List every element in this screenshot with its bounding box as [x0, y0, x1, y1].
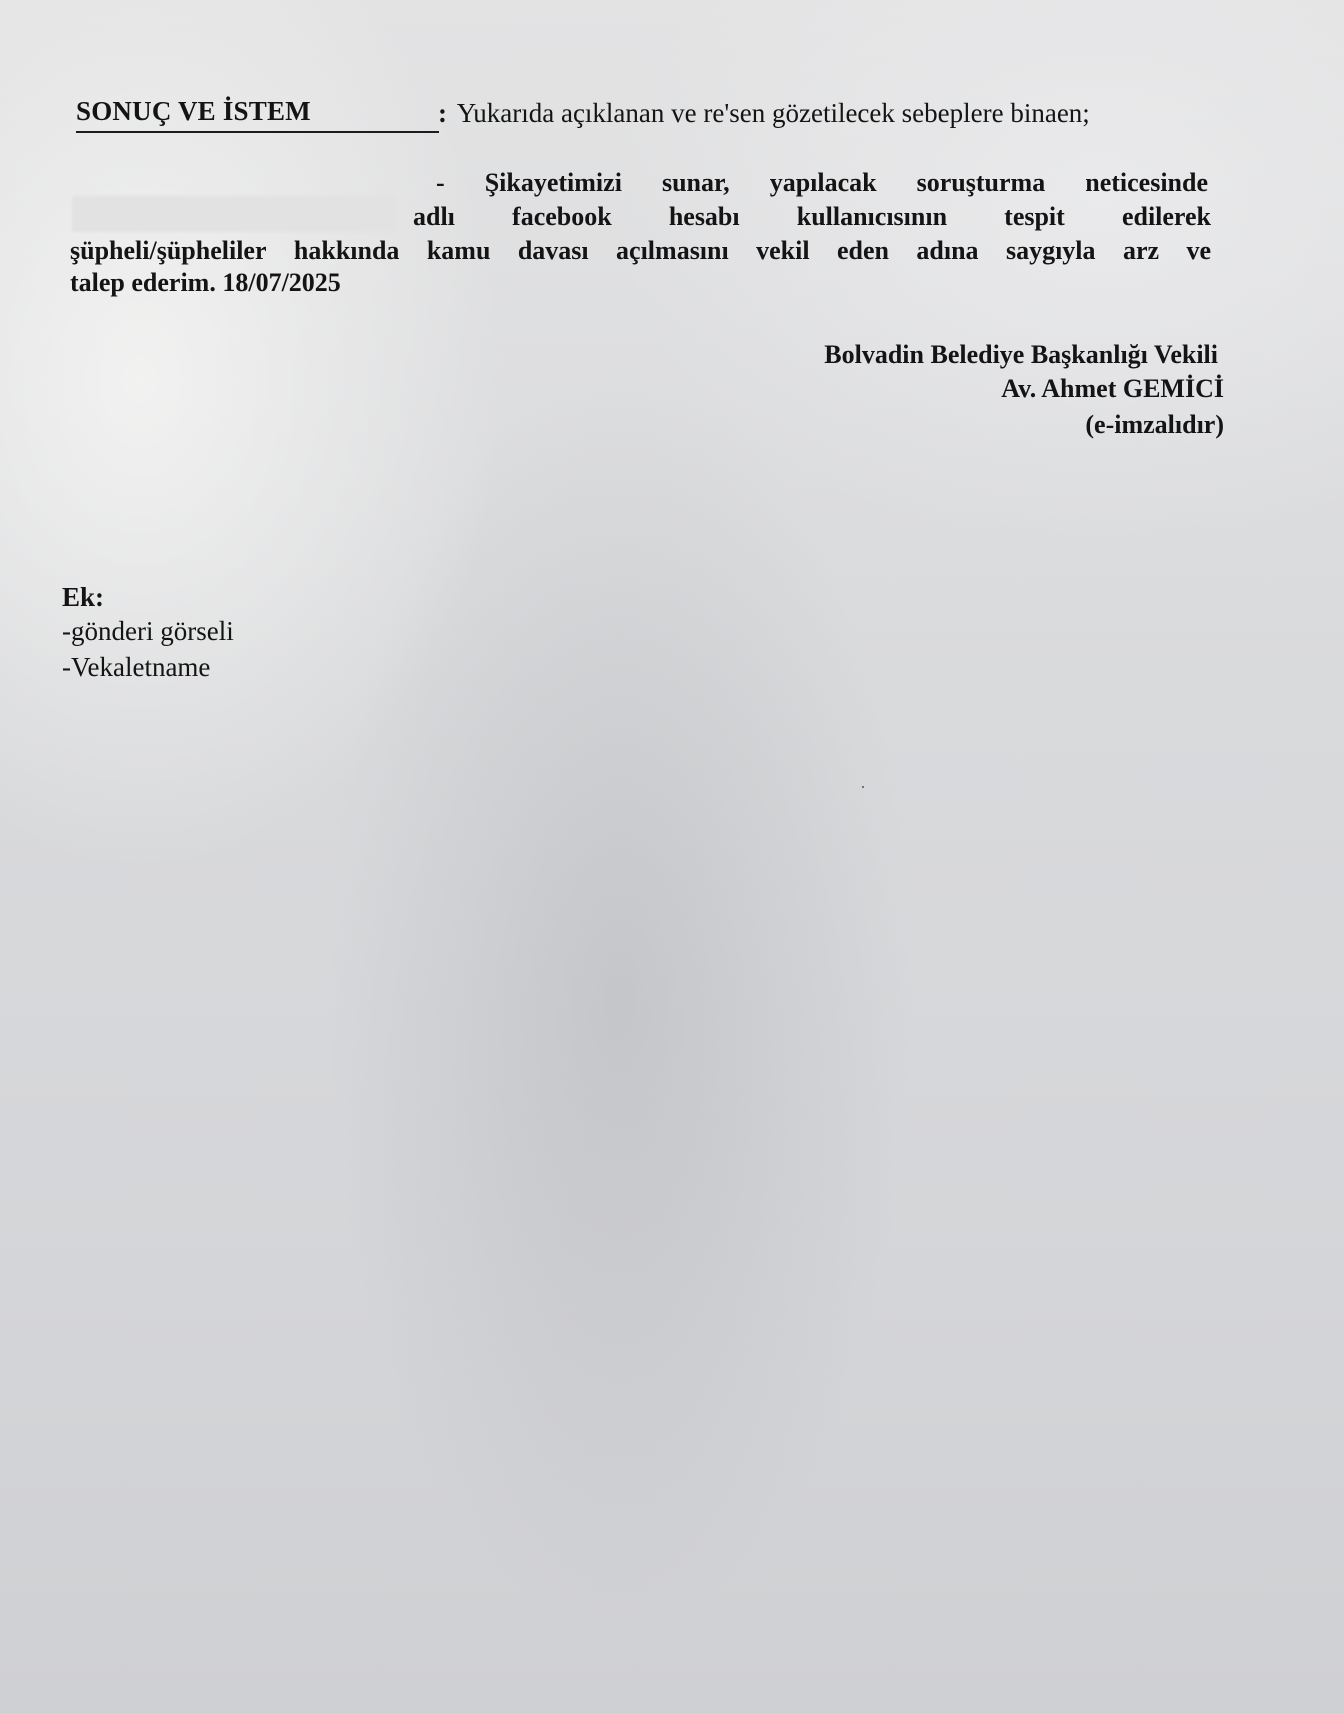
request-word: -	[436, 168, 445, 197]
request-word: vekil	[756, 236, 810, 265]
request-word: kamu	[426, 236, 491, 265]
request-word: facebook	[512, 202, 612, 231]
request-word: hakkında	[293, 236, 400, 265]
request-word: davası	[517, 236, 589, 265]
request-word: saygıyla	[1005, 236, 1096, 265]
request-word: şüpheli/şüpheliler	[70, 236, 267, 265]
heading-underline	[76, 131, 439, 133]
signature-name: Av. Ahmet GEMİCİ	[1001, 374, 1224, 403]
request-line-4: talep ederim. 18/07/2025	[70, 268, 341, 297]
request-word: açılmasını	[616, 236, 729, 265]
request-word: kullanıcısının	[796, 202, 948, 231]
signature-title: Bolvadin Belediye Başkanlığı Vekili	[824, 340, 1218, 369]
paper-speck	[862, 786, 864, 788]
request-word: tespit	[1004, 202, 1065, 231]
request-word: neticesinde	[1085, 168, 1208, 197]
request-word: sunar,	[661, 168, 730, 197]
redacted-account-name	[72, 196, 396, 232]
intro-colon: :	[438, 98, 447, 128]
request-word: adlı	[413, 202, 455, 231]
request-line-2	[413, 202, 1211, 232]
attachment-item: -Vekaletname	[62, 652, 211, 682]
request-word: soruşturma	[916, 168, 1046, 197]
attachment-item: -gönderi görseli	[62, 616, 234, 646]
request-word: eden	[836, 236, 889, 265]
request-line-3	[70, 236, 1211, 266]
request-word: hesabı	[668, 202, 740, 231]
request-line-1	[436, 168, 1208, 198]
signature-note: (e-imzalıdır)	[1085, 410, 1224, 439]
intro-text: Yukarıda açıklanan ve re'sen gözetilecek sebeplere binaen;	[456, 98, 1090, 128]
request-word: adına	[916, 236, 979, 265]
request-word: arz	[1122, 236, 1160, 265]
intro-sentence	[438, 98, 1090, 129]
request-word: edilerek	[1121, 202, 1211, 231]
attachments-title: Ek:	[62, 582, 105, 612]
section-heading: SONUÇ VE İSTEM	[76, 96, 311, 126]
request-word: yapılacak	[769, 168, 877, 197]
request-word: ve	[1186, 236, 1211, 265]
request-word: Şikayetimizi	[484, 168, 622, 197]
